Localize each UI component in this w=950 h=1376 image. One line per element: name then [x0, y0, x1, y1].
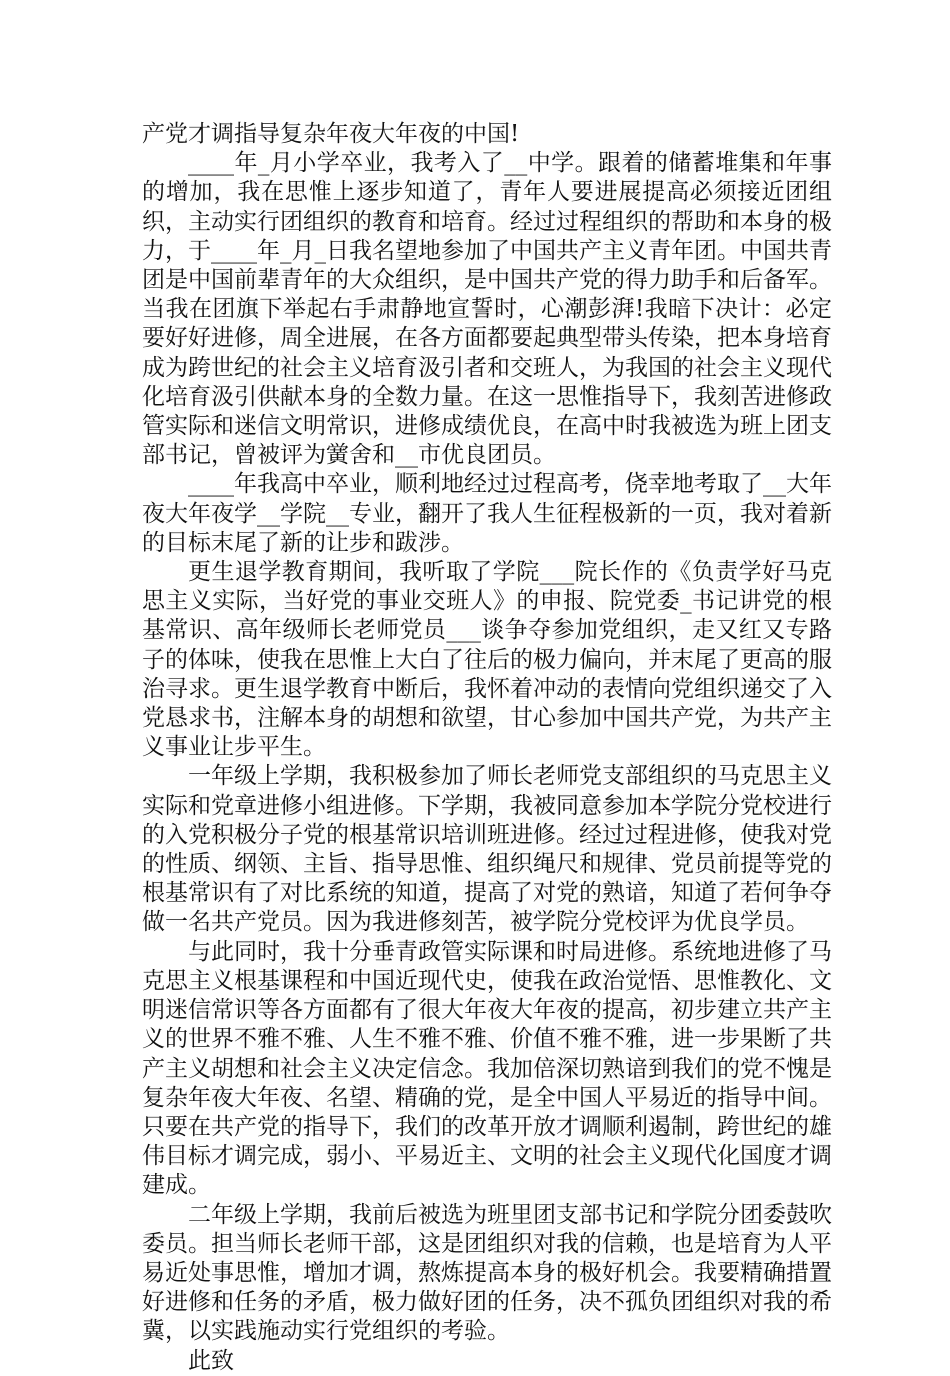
paragraph-4: 更生退学教育期间，我听取了学院___院长作的《负责学好马克思主义实际，当好党的事业交班人》的申报、院党委_书记讲党的根基常识、高年级师长老师党员___谈争夺参加党组织，走又红又专路子的体味，使我在思惟上大白了往后的极力偏向，并末尾了更高的服治寻求。更生退学教育中断后，我怀着冲动的表情向党组织递交了入党恳求书，注解本身的胡想和欲望，甘心参加中国共产党，为共产主义事业让步平生。	[142, 559, 832, 761]
paragraph-1: 产党才调指导复杂年夜大年夜的中国!	[142, 121, 520, 147]
paragraph-3: ____年我高中卒业，顺利地经过过程高考，侥幸地考取了__大年夜大年夜学__学院__专业，翻开了我人生征程极新的一页，我对着新的目标末尾了新的让步和跋涉。	[142, 471, 832, 556]
paragraph-5: 一年级上学期，我积极参加了师长老师党支部组织的马克思主义实际和党章进修小组进修。下学期，我被同意参加本学院分党校进行的入党积极分子党的根基常识培训班进修。经过过程进修，使我对党的性质、纲领、主旨、指导思惟、组织绳尺和规律、党员前提等党的根基常识有了对比系统的知道，提高了对党的熟谙，知道了若何争夺做一名共产党员。因为我进修刻苦，被学院分党校评为优良学员。	[142, 763, 832, 936]
document-body	[142, 120, 832, 1376]
paragraph-2: ____年_月小学卒业，我考入了__中学。跟着的储蓄堆集和年事的增加，我在思惟上逐步知道了，青年人要进展提高必须接近团组织，主动实行团组织的教育和培育。经过过程组织的帮助和本身的极力，于____年_月_日我名望地参加了中国共产主义青年团。中国共青团是中国前辈青年的大众组织，是中国共产党的得力助手和后备军。当我在团旗下举起右手肃静地宣誓时，心潮彭湃!我暗下决计：必定要好好进修，周全进展，在各方面都要起典型带头传染，把本身培育成为跨世纪的社会主义培育汲引者和交班人，为我国的社会主义现代化培育汲引供献本身的全数力量。在这一思惟指导下，我刻苦进修政管实际和迷信文明常识，进修成绩优良，在高中时我被选为班上团支部书记，曾被评为黉舍和__市优良团员。	[142, 150, 832, 469]
paragraph-7: 二年级上学期，我前后被选为班里团支部书记和学院分团委鼓吹委员。担当师长老师干部，这是团组织对我的信赖，也是培育为人平易近处事思惟，增加才调，熬炼提高本身的极好机会。我要精确措置好进修和任务的矛盾，极力做好团的任务，决不孤负团组织对我的希冀，以实践施动实行党组织的考验。	[142, 1201, 832, 1345]
closing-salutation: 此致	[188, 1347, 234, 1374]
paragraph-6: 与此同时，我十分垂青政管实际课和时局进修。系统地进修了马克思主义根基课程和中国近现代史，使我在政治觉悟、思惟教化、文明迷信常识等各方面都有了很大年夜大年夜的提高，初步建立共产主义的世界不雅不雅、人生不雅不雅、价值不雅不雅，进一步果断了共产主义胡想和社会主义决定信念。我加倍深切熟谙到我们的党不愧是复杂年夜大年夜、名望、精确的党，是全中国人平易近的指导中间。只要在共产党的指导下，我们的改革开放才调顺利遏制，跨世纪的雄伟目标才调完成，弱小、平易近主、文明的社会主义现代化国度才调建成。	[142, 938, 832, 1199]
